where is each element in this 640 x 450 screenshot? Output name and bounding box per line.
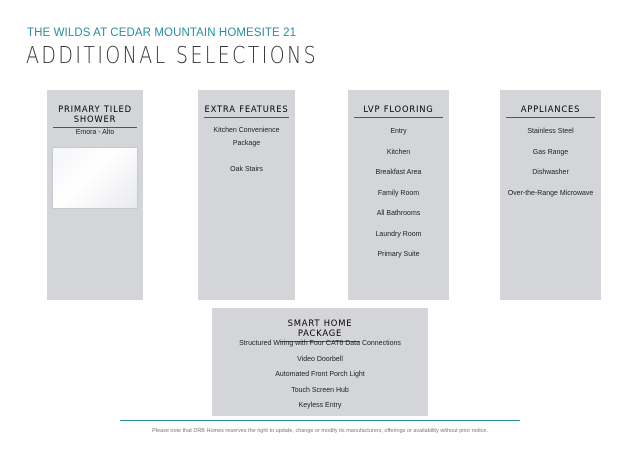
list-item: Structured Wiring with Four CAT6 Data Connections xyxy=(239,340,401,347)
card-appliances xyxy=(500,90,601,300)
footer-disclaimer: Please note that DRB Homes reserves the right to update, change or modify its manufacturers, offerings or availability without prior notice. xyxy=(152,428,488,434)
card-extra-features xyxy=(198,90,295,300)
list-item: Breakfast Area xyxy=(375,169,422,176)
list-item: Family Room xyxy=(377,189,420,197)
list-item: Over-the-Range Microwave xyxy=(507,189,594,197)
list-item: Automated Front Porch Light xyxy=(275,371,365,378)
list-item: Oak Stairs xyxy=(230,166,263,173)
card-heading: EXTRA FEATURES xyxy=(204,104,289,118)
list-item: All Bathrooms xyxy=(376,210,421,217)
list-item: Primary Suite xyxy=(377,251,420,258)
list-item: Touch Screen Hub xyxy=(291,386,349,394)
list-item: Stainless Steel xyxy=(527,128,574,135)
page-title: ADDITIONAL SELECTIONS xyxy=(26,43,319,69)
card-smart-home-package xyxy=(212,308,428,416)
card-heading: SMART HOME PACKAGE xyxy=(280,318,360,342)
footer-divider xyxy=(120,420,520,421)
card-primary-tiled-shower xyxy=(47,90,143,300)
card-heading: LVP FLOORING xyxy=(354,104,443,118)
tile-swatch xyxy=(52,147,138,209)
list-item: Emora - Alto xyxy=(75,129,115,136)
page-subtitle: THE WILDS AT CEDAR MOUNTAIN HOMESITE 21 xyxy=(27,27,297,39)
list-item: Entry xyxy=(390,128,407,135)
card-lvp-flooring xyxy=(348,90,449,300)
list-item: Keyless Entry xyxy=(298,402,342,409)
list-item: Kitchen xyxy=(386,148,411,156)
list-item: Video Doorbell xyxy=(297,355,343,363)
card-heading: PRIMARY TILED SHOWER xyxy=(53,104,137,128)
list-item: Laundry Room xyxy=(375,230,422,238)
list-item: Package xyxy=(232,140,261,147)
card-heading: APPLIANCES xyxy=(506,104,595,118)
list-item: Dishwasher xyxy=(532,169,569,176)
list-item: Kitchen Convenience xyxy=(213,127,280,134)
list-item: Gas Range xyxy=(532,148,569,156)
